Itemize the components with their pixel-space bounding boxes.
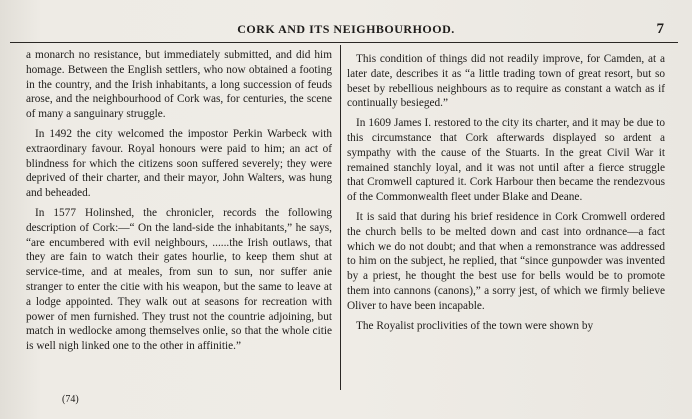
paragraph: In 1492 the city welcomed the impostor Perkin Warbeck with extraordinary favour. Royal honours were paid to him; an act of blindness for which the citizens soon suffered severely; they were deprived of their charter, and their mayor, John Walters, was hung and beheaded. bbox=[26, 127, 332, 200]
left-column bbox=[26, 48, 332, 359]
running-header bbox=[0, 22, 692, 42]
right-column bbox=[347, 52, 665, 338]
paragraph: It is said that during his brief residence in Cork Cromwell ordered the church bells to be melted down and cast into ordnance—a fact which we do not doubt; and that when a remonstrance was addressed to him on the subject, he replied, that “since gunpowder was invented by a priest, he thought the best use for bells would be to promote them into cannons (canons),” a sorry jest, of which we firmly believe Oliver to have been incapable. bbox=[347, 210, 665, 312]
column-divider bbox=[340, 45, 341, 390]
paragraph: This condition of things did not readily improve, for Camden, at a later date, describes it as “a little trading town of great resort, but so beset by rebellious neighbours as to require as constant a watch as if continually besieged.” bbox=[347, 53, 665, 110]
paragraph: In 1609 James I. restored to the city its charter, and it may be due to this circumstance that Cork afterwards displayed so ardent a sympathy with the cause of the Stuarts. In the great Civil War it remained stanchly loyal, and it was not until after a fierce struggle that Cromwell captured it. Cork Harbour then became the rendezvous of the Commonwealth fleet under Blake and Deane. bbox=[347, 117, 665, 204]
folio-number: (74) bbox=[62, 394, 79, 405]
page-number: 7 bbox=[656, 21, 664, 37]
paragraph: In 1577 Holinshed, the chronicler, records the following description of Cork:—“ On the land-side the inhabitants,” he says, “are encumbered with evil neighbours, ......the Irish outlaws, that they are fain to watch their gates hourlie, to keep them shut at service-time, and at meales, from sun to sun, nor suffer anie stranger to enter the citie with his weapon, but the same to leave at a lodge appointed. They walk out at seasons for recreation with power of men furnished. They trust not the countrie adjoining, but match in wedlocke among themselves onlie, so that the whole citie is well nigh linked one to the other in affinitie.” bbox=[26, 206, 332, 353]
paragraph: The Royalist proclivities of the town were shown by bbox=[356, 319, 594, 332]
running-title: CORK AND ITS NEIGHBOURHOOD. bbox=[237, 22, 455, 36]
paragraph: a monarch no resistance, but immediately submitted, and did him homage. Between the English settlers, who now obtained a footing in the country, and the Irish inhabitants, a long succession of feuds arose, and the neighbourhood of Cork was, for centuries, the scene of many a sanguinary struggle. bbox=[26, 49, 332, 121]
header-rule bbox=[10, 42, 678, 43]
